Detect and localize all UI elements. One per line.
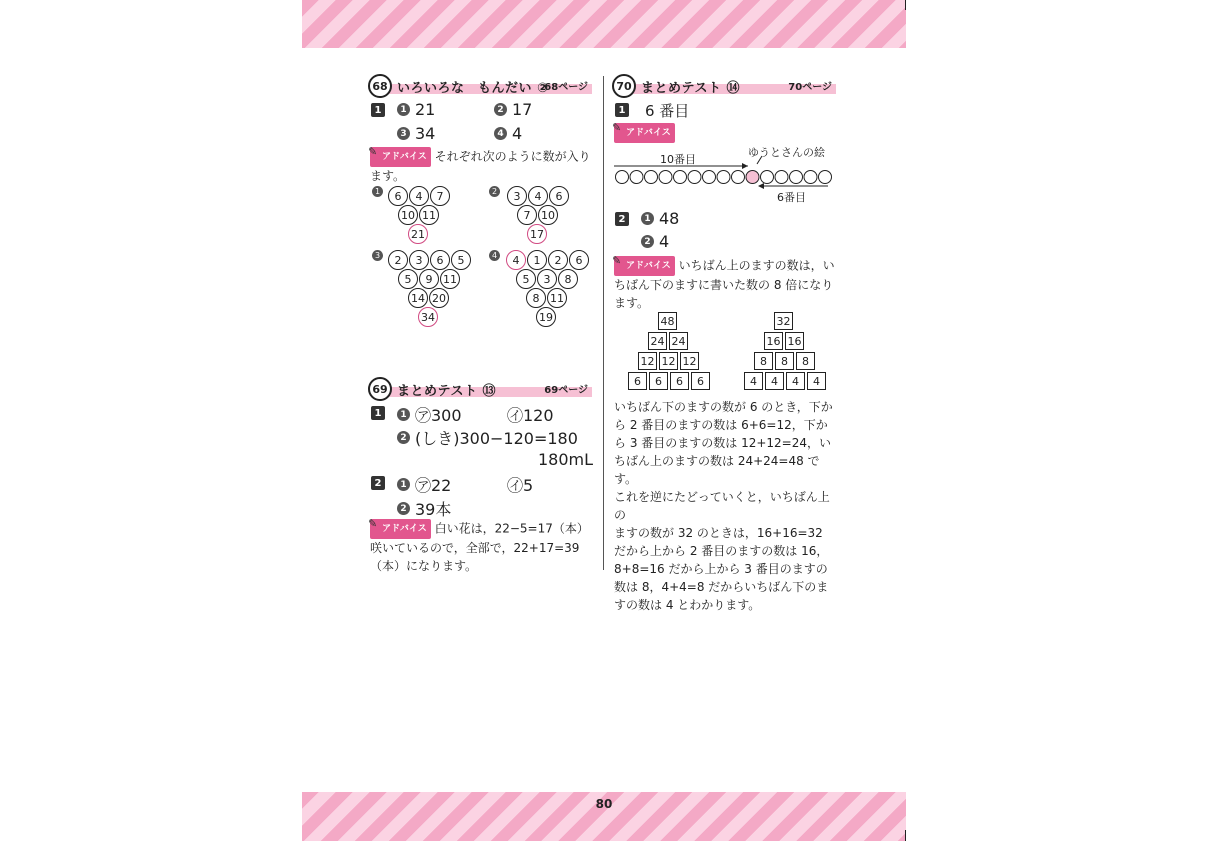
number-square: 48 [658, 312, 677, 330]
number-circle: 10 [398, 205, 418, 225]
picture-circle [819, 171, 832, 184]
explanation-line: 8+8=16 だから上から 3 番目のますの [614, 562, 828, 576]
section-title: まとめテスト ⑬ [397, 383, 497, 399]
circle-row [527, 224, 548, 244]
answer-value: 180mL [538, 450, 594, 469]
number-square: 8 [754, 352, 773, 370]
picture-circle [616, 171, 629, 184]
answer-value: ㋑120 [507, 406, 554, 425]
number-square: 8 [796, 352, 815, 370]
crop-mark [905, 0, 906, 10]
item-number: 2 [494, 103, 507, 116]
explanation-line: ら 2 番目のますの数は 6+6=12，下か [614, 418, 828, 432]
item-number: 4 [494, 127, 507, 140]
number-square: 24 [648, 332, 667, 350]
circle-row [517, 205, 559, 225]
advice-label: アドバイス [382, 152, 427, 162]
picture-circle [703, 171, 716, 184]
explanation-line: ますの数が 32 のときは，16+16=32 [614, 526, 823, 540]
square-row [754, 352, 817, 370]
number-square: 4 [786, 372, 805, 390]
section-title: まとめテスト ⑭ [641, 80, 741, 96]
square-row [764, 332, 806, 350]
circle-row [506, 250, 590, 270]
picture-circle [790, 171, 803, 184]
number-circle: 6 [549, 186, 569, 206]
answer-1-2-unit [538, 450, 593, 469]
number-circle: 5 [451, 250, 471, 270]
advice-text: いちばん上のますの数は，いちばん下のますに書いた数の 8 倍になります。 [614, 258, 835, 310]
picture-circle [688, 171, 701, 184]
answer-circle: 17 [527, 224, 547, 244]
number-square: 16 [764, 332, 783, 350]
number-circle: 8 [526, 288, 546, 308]
advice-badge [370, 147, 431, 167]
explanation-line: すの数は 4 とわかります。 [614, 598, 761, 612]
explanation-line: ちばん上のますの数は 24+24=48 です。 [614, 454, 820, 486]
number-square: 6 [691, 372, 710, 390]
pencil-icon: ✎ [368, 145, 378, 158]
highlighted-picture-circle [746, 171, 759, 184]
number-circle: 6 [388, 186, 408, 206]
number-square: 4 [807, 372, 826, 390]
picture-circle [630, 171, 643, 184]
explanation-paragraph [614, 398, 840, 614]
answer-1-1b [507, 403, 554, 426]
question-1-box: 1 [371, 103, 385, 117]
top-stripe-band [302, 0, 906, 48]
number-circle: 10 [538, 205, 558, 225]
number-square: 4 [765, 372, 784, 390]
section-page-ref: 68ページ [544, 82, 588, 93]
answer-2-1 [641, 209, 679, 228]
figure-label: 2 [489, 186, 500, 197]
answer-2-1b [507, 473, 533, 496]
circle-row [536, 307, 557, 327]
crop-mark [905, 830, 906, 841]
arrow-10th-head [742, 163, 748, 169]
picture-circle [804, 171, 817, 184]
advice-badge-row [614, 123, 675, 143]
number-circle: 19 [536, 307, 556, 327]
circle-row [526, 288, 568, 308]
explanation-line: これを逆にたどっていくと，いちばん上の [614, 490, 830, 522]
advice-text: 白い花は，22−5=17（本） [434, 521, 589, 536]
item-number: 1 [397, 478, 410, 491]
picture-circle [659, 171, 672, 184]
section-page-ref: 70ページ [788, 82, 832, 93]
number-circle: 3 [409, 250, 429, 270]
answer-2-2 [641, 232, 669, 251]
section-title: いろいろな もんだい ② [397, 80, 549, 96]
number-square: 24 [669, 332, 688, 350]
label-yuto-picture: ゆうとさんの絵 [748, 146, 825, 159]
number-circle: 7 [517, 205, 537, 225]
pencil-icon: ✎ [612, 121, 622, 134]
number-circle: 4 [528, 186, 548, 206]
question-2-box: 2 [615, 212, 629, 226]
answer-circle: 21 [408, 224, 428, 244]
explanation-line: ら 3 番目のますの数は 12+12=24，い [614, 436, 831, 450]
question-2-box: 2 [371, 476, 385, 490]
item-number: 1 [397, 408, 410, 421]
square-row [628, 372, 712, 390]
picture-circle [732, 171, 745, 184]
square-row [638, 352, 701, 370]
advice-paragraph [370, 147, 592, 185]
answer-value: 39本 [415, 500, 452, 519]
advice-text: それぞれ次のように数が入ります。 [370, 149, 591, 183]
explanation-line: だから上から 2 番目のますの数は 16， [614, 544, 829, 558]
answer-value: 6 番目 [645, 102, 690, 120]
circle-row [418, 307, 439, 327]
circle-row [408, 288, 450, 308]
square-row [774, 312, 795, 330]
number-square: 12 [638, 352, 657, 370]
answer-page [302, 0, 906, 841]
answer-value: ㋐300 [415, 406, 462, 425]
circle-row [388, 250, 472, 270]
advice-label: アドバイス [626, 261, 671, 271]
answer-value: ㋑5 [507, 476, 534, 495]
answer-value: 21 [415, 100, 436, 119]
advice-badge [614, 256, 675, 276]
square-row [658, 312, 679, 330]
answer-2-2 [397, 497, 451, 520]
item-number: 1 [397, 103, 410, 116]
answer-1-1 [397, 403, 462, 426]
answer-value: 4 [512, 124, 523, 143]
number-square: 6 [628, 372, 647, 390]
answer-1-4 [494, 124, 522, 143]
page-number: 80 [595, 797, 613, 811]
number-square: 6 [649, 372, 668, 390]
arrow-6th-head [758, 183, 764, 189]
number-circle: 11 [419, 205, 439, 225]
circle-row [516, 269, 579, 289]
answer-value: ㋐22 [415, 476, 452, 495]
advice-paragraph [370, 519, 594, 575]
number-circle: 4 [409, 186, 429, 206]
question-1-box: 1 [615, 103, 629, 117]
pencil-icon: ✎ [612, 254, 622, 267]
number-square: 12 [659, 352, 678, 370]
number-circle: 14 [408, 288, 428, 308]
circle-row [507, 186, 570, 206]
number-circle: 2 [388, 250, 408, 270]
label-10th: 10番目 [660, 153, 696, 166]
answer-1-2 [397, 426, 578, 449]
answer-value: 4 [659, 232, 670, 251]
answer-1-2 [494, 100, 532, 119]
number-circle: 3 [507, 186, 527, 206]
picture-circles [616, 171, 832, 184]
figure-label: 4 [489, 250, 500, 261]
answer-value: 17 [512, 100, 533, 119]
number-circle: 20 [429, 288, 449, 308]
number-square: 12 [680, 352, 699, 370]
number-circle: 7 [430, 186, 450, 206]
number-square: 16 [785, 332, 804, 350]
answer-1-3 [397, 124, 435, 143]
section-68-header [368, 75, 592, 97]
advice-label: アドバイス [626, 128, 671, 138]
number-circle: 6 [430, 250, 450, 270]
number-circle: 9 [419, 269, 439, 289]
answer-2-1 [397, 473, 451, 496]
section-70-header [612, 75, 836, 97]
label-6th: 6番目 [777, 191, 806, 204]
number-square: 6 [670, 372, 689, 390]
circle-row [408, 224, 429, 244]
pencil-icon: ✎ [368, 517, 378, 530]
advice-text: （本）になります。 [370, 559, 478, 573]
number-circle: 11 [440, 269, 460, 289]
number-circle: 5 [398, 269, 418, 289]
answer-expression: (しき)300−120=180 [415, 429, 578, 448]
advice-label: アドバイス [382, 524, 427, 534]
square-row [648, 332, 690, 350]
answer-value: 34 [415, 124, 436, 143]
number-circle: 2 [548, 250, 568, 270]
item-number: 1 [641, 212, 654, 225]
number-circle: 3 [537, 269, 557, 289]
answer-circle: 4 [506, 250, 526, 270]
advice-badge [370, 519, 431, 539]
number-square: 32 [774, 312, 793, 330]
section-number: 68 [368, 74, 392, 98]
number-square: 4 [744, 372, 763, 390]
picture-circle [761, 171, 774, 184]
advice-paragraph [614, 256, 838, 312]
circle-row [398, 205, 440, 225]
figure-label: 1 [372, 186, 383, 197]
answer-circle: 34 [418, 307, 438, 327]
pointer-line [757, 156, 762, 164]
figure-label: 3 [372, 250, 383, 261]
answer-1 [645, 100, 689, 121]
advice-text: 咲いているので，全部で，22+17=39 [370, 541, 580, 555]
number-circle: 5 [516, 269, 536, 289]
advice-badge [614, 123, 675, 143]
circle-row [398, 269, 461, 289]
item-number: 2 [641, 235, 654, 248]
explanation-line: 数は 8，4+4=8 だからいちばん下のま [614, 580, 829, 594]
number-circle: 6 [569, 250, 589, 270]
answer-1-1 [397, 100, 435, 119]
line-of-pictures-figure [612, 150, 842, 200]
section-page-ref: 69ページ [544, 385, 588, 396]
item-number: 3 [397, 127, 410, 140]
section-number: 69 [368, 377, 392, 401]
picture-circle [645, 171, 658, 184]
number-circle: 1 [527, 250, 547, 270]
answer-value: 48 [659, 209, 680, 228]
square-row [744, 372, 828, 390]
picture-circle [717, 171, 730, 184]
number-square: 8 [775, 352, 794, 370]
picture-circle [775, 171, 788, 184]
number-circle: 11 [547, 288, 567, 308]
number-circle: 8 [558, 269, 578, 289]
circle-row [388, 186, 451, 206]
column-divider [603, 76, 604, 570]
section-number: 70 [612, 74, 636, 98]
explanation-line: いちばん下のますの数が 6 のとき，下か [614, 400, 833, 414]
section-69-header [368, 378, 592, 400]
picture-circle [674, 171, 687, 184]
question-1-box: 1 [371, 406, 385, 420]
item-number: 2 [397, 431, 410, 444]
item-number: 2 [397, 502, 410, 515]
